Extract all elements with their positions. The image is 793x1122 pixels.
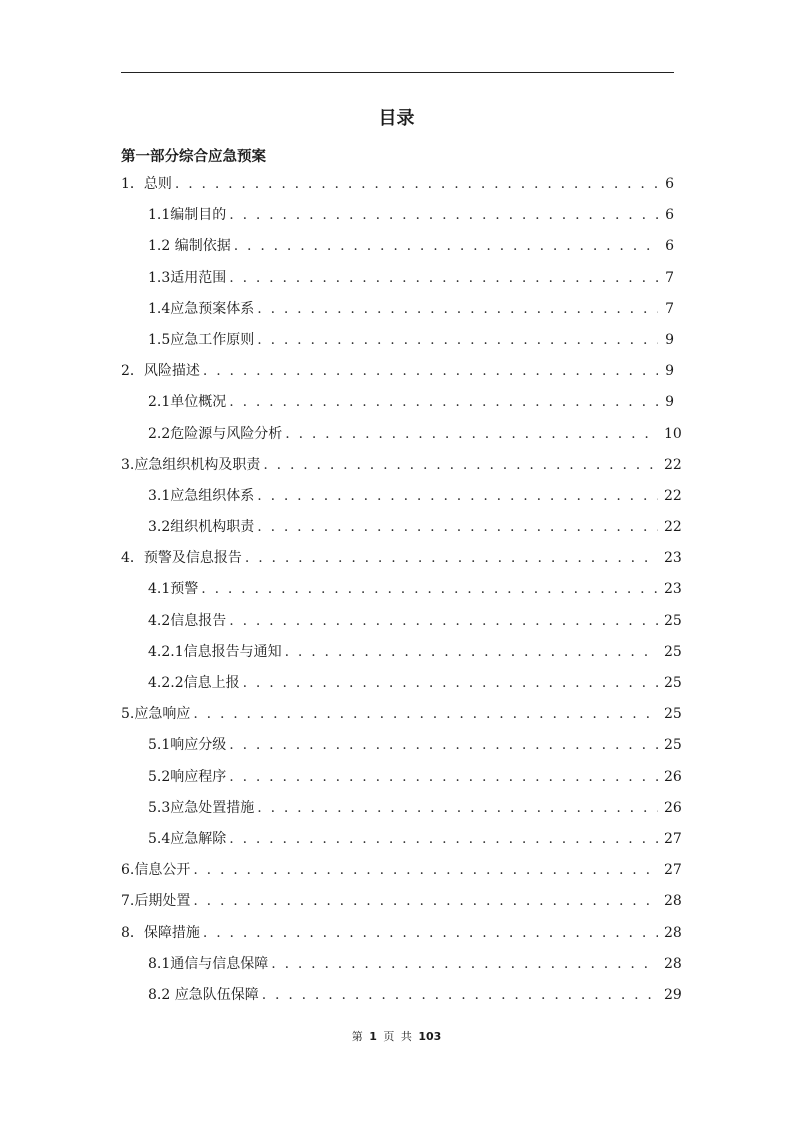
toc-entry-label: 8．保障措施 [121, 924, 200, 941]
toc-entry[interactable] [121, 855, 682, 886]
toc-entry[interactable] [121, 263, 674, 294]
toc-entry-label: 3.1应急组织体系 [148, 487, 255, 504]
toc-entry-page-number: 25 [664, 643, 682, 660]
toc-leader-dots [193, 855, 658, 886]
toc-leader-dots [234, 231, 658, 262]
toc-entry-page-number: 6 [665, 176, 674, 192]
toc-entry-label: 1.5应急工作原则 [148, 331, 255, 348]
toc-leader-dots [229, 387, 658, 418]
toc-entry[interactable] [121, 637, 682, 668]
toc-leader-dots [229, 824, 658, 855]
toc-leader-dots [285, 637, 658, 668]
toc-leader-dots [243, 668, 658, 699]
toc-entry[interactable] [121, 450, 682, 481]
footer-total-word: 共 [400, 1030, 412, 1043]
table-of-contents [121, 169, 682, 1011]
footer-current-page: 1 [369, 1030, 377, 1043]
toc-leader-dots [257, 481, 658, 512]
toc-leader-dots [229, 730, 658, 761]
toc-entry[interactable] [121, 668, 682, 699]
toc-entry-page-number: 25 [664, 737, 682, 754]
toc-entry[interactable] [121, 793, 682, 824]
toc-entry-label: 1.3适用范围 [148, 269, 227, 286]
toc-entry-page-number: 9 [665, 394, 674, 411]
toc-entry-page-number: 9 [665, 331, 674, 348]
toc-leader-dots [193, 886, 658, 917]
toc-leader-dots [263, 450, 658, 481]
toc-entry-page-number: 7 [665, 300, 674, 317]
toc-entry[interactable] [121, 231, 674, 262]
toc-entry-label: 2.2危险源与风险分析 [148, 425, 283, 442]
toc-entry-label: 1．总则 [121, 176, 172, 192]
toc-leader-dots [262, 980, 658, 1011]
toc-leader-dots [203, 356, 658, 387]
toc-entry-label: 6.信息公开 [121, 862, 191, 879]
toc-entry-page-number: 10 [664, 425, 682, 442]
toc-leader-dots [229, 200, 658, 231]
toc-entry[interactable] [121, 699, 682, 730]
toc-leader-dots [271, 949, 658, 980]
toc-entry-label: 8.1通信与信息保障 [148, 955, 269, 972]
toc-entry-label: 2.1单位概况 [148, 394, 227, 411]
toc-entry-label: 5.1响应分级 [148, 737, 227, 754]
toc-leader-dots [285, 419, 658, 450]
toc-entry-page-number: 27 [664, 862, 682, 879]
toc-entry-label: 3.应急组织机构及职责 [121, 456, 261, 473]
toc-entry-page-number: 6 [665, 238, 674, 255]
toc-entry[interactable] [121, 574, 682, 605]
toc-leader-dots [193, 699, 658, 730]
toc-leader-dots [201, 574, 658, 605]
toc-leader-dots [257, 325, 658, 356]
toc-entry[interactable] [121, 543, 682, 574]
toc-entry[interactable] [121, 980, 682, 1011]
toc-entry-page-number: 26 [664, 799, 682, 816]
toc-entry-page-number: 23 [664, 550, 682, 567]
toc-entry[interactable] [121, 886, 682, 917]
toc-entry-label: 4.2信息报告 [148, 612, 227, 629]
toc-entry-label: 3.2组织机构职责 [148, 519, 255, 536]
toc-entry-label: 4.2.1信息报告与通知 [148, 643, 282, 660]
toc-entry[interactable] [121, 606, 682, 637]
toc-entry-page-number: 22 [664, 519, 682, 536]
toc-leader-dots [257, 793, 658, 824]
toc-entry-page-number: 29 [664, 986, 682, 1003]
toc-entry-label: 5.4应急解除 [148, 830, 227, 847]
toc-leader-dots [229, 762, 658, 793]
toc-entry-page-number: 23 [664, 581, 682, 598]
toc-leader-dots [229, 606, 658, 637]
toc-entry-page-number: 9 [665, 363, 674, 380]
toc-entry-page-number: 26 [664, 768, 682, 785]
part-heading: 第一部分综合应急预案 [121, 149, 266, 165]
toc-leader-dots [203, 918, 658, 949]
toc-entry[interactable] [121, 918, 682, 949]
toc-entry-label: 7.后期处置 [121, 893, 191, 910]
toc-entry-label: 1.2 编制依据 [148, 238, 231, 255]
toc-leader-dots [245, 543, 658, 574]
toc-entry-label: 4.1预警 [148, 581, 199, 598]
toc-entry-label: 1.1编制目的 [148, 207, 227, 224]
toc-entry[interactable] [121, 325, 674, 356]
toc-entry-page-number: 28 [664, 955, 682, 972]
toc-entry[interactable] [121, 387, 674, 418]
footer-page-unit: 页 [383, 1030, 395, 1043]
toc-entry[interactable] [121, 824, 682, 855]
toc-entry[interactable] [121, 949, 682, 980]
toc-entry-label: 5.3应急处置措施 [148, 799, 255, 816]
toc-entry[interactable] [121, 512, 682, 543]
toc-entry-label: 5.2响应程序 [148, 768, 227, 785]
toc-entry-page-number: 7 [665, 269, 674, 286]
toc-entry[interactable] [121, 419, 682, 450]
toc-entry-label: 8.2 应急队伍保障 [148, 986, 259, 1003]
toc-entry-page-number: 28 [664, 893, 682, 910]
toc-entry-label: 4.2.2信息上报 [148, 675, 240, 691]
toc-entry-page-number: 25 [664, 706, 682, 723]
footer-page-word: 第 [351, 1030, 363, 1043]
toc-entry-page-number: 25 [664, 675, 682, 691]
toc-entry[interactable] [121, 294, 674, 325]
toc-entry-label: 4．预警及信息报告 [121, 550, 242, 567]
toc-leader-dots [257, 294, 658, 325]
header-rule [121, 72, 674, 73]
toc-entry[interactable] [121, 169, 674, 200]
toc-entry-label: 1.4应急预案体系 [148, 300, 255, 317]
toc-entry[interactable] [121, 762, 682, 793]
toc-entry-page-number: 25 [664, 612, 682, 629]
toc-leader-dots [175, 169, 658, 200]
toc-entry-page-number: 22 [664, 456, 682, 473]
footer-total-pages: 103 [418, 1030, 442, 1043]
toc-entry[interactable] [121, 481, 682, 512]
toc-entry[interactable] [121, 200, 674, 231]
toc-entry-label: 2．风险描述 [121, 363, 200, 380]
toc-entry-label: 5.应急响应 [121, 706, 191, 723]
toc-entry-page-number: 28 [664, 924, 682, 941]
toc-entry-page-number: 22 [664, 487, 682, 504]
toc-entry-page-number: 6 [665, 207, 674, 224]
page-footer [0, 1028, 793, 1044]
toc-entry[interactable] [121, 356, 674, 387]
toc-title: 目录 [378, 108, 415, 129]
toc-entry[interactable] [121, 730, 682, 761]
toc-entry-page-number: 27 [664, 830, 682, 847]
toc-leader-dots [257, 512, 658, 543]
toc-leader-dots [229, 263, 658, 294]
